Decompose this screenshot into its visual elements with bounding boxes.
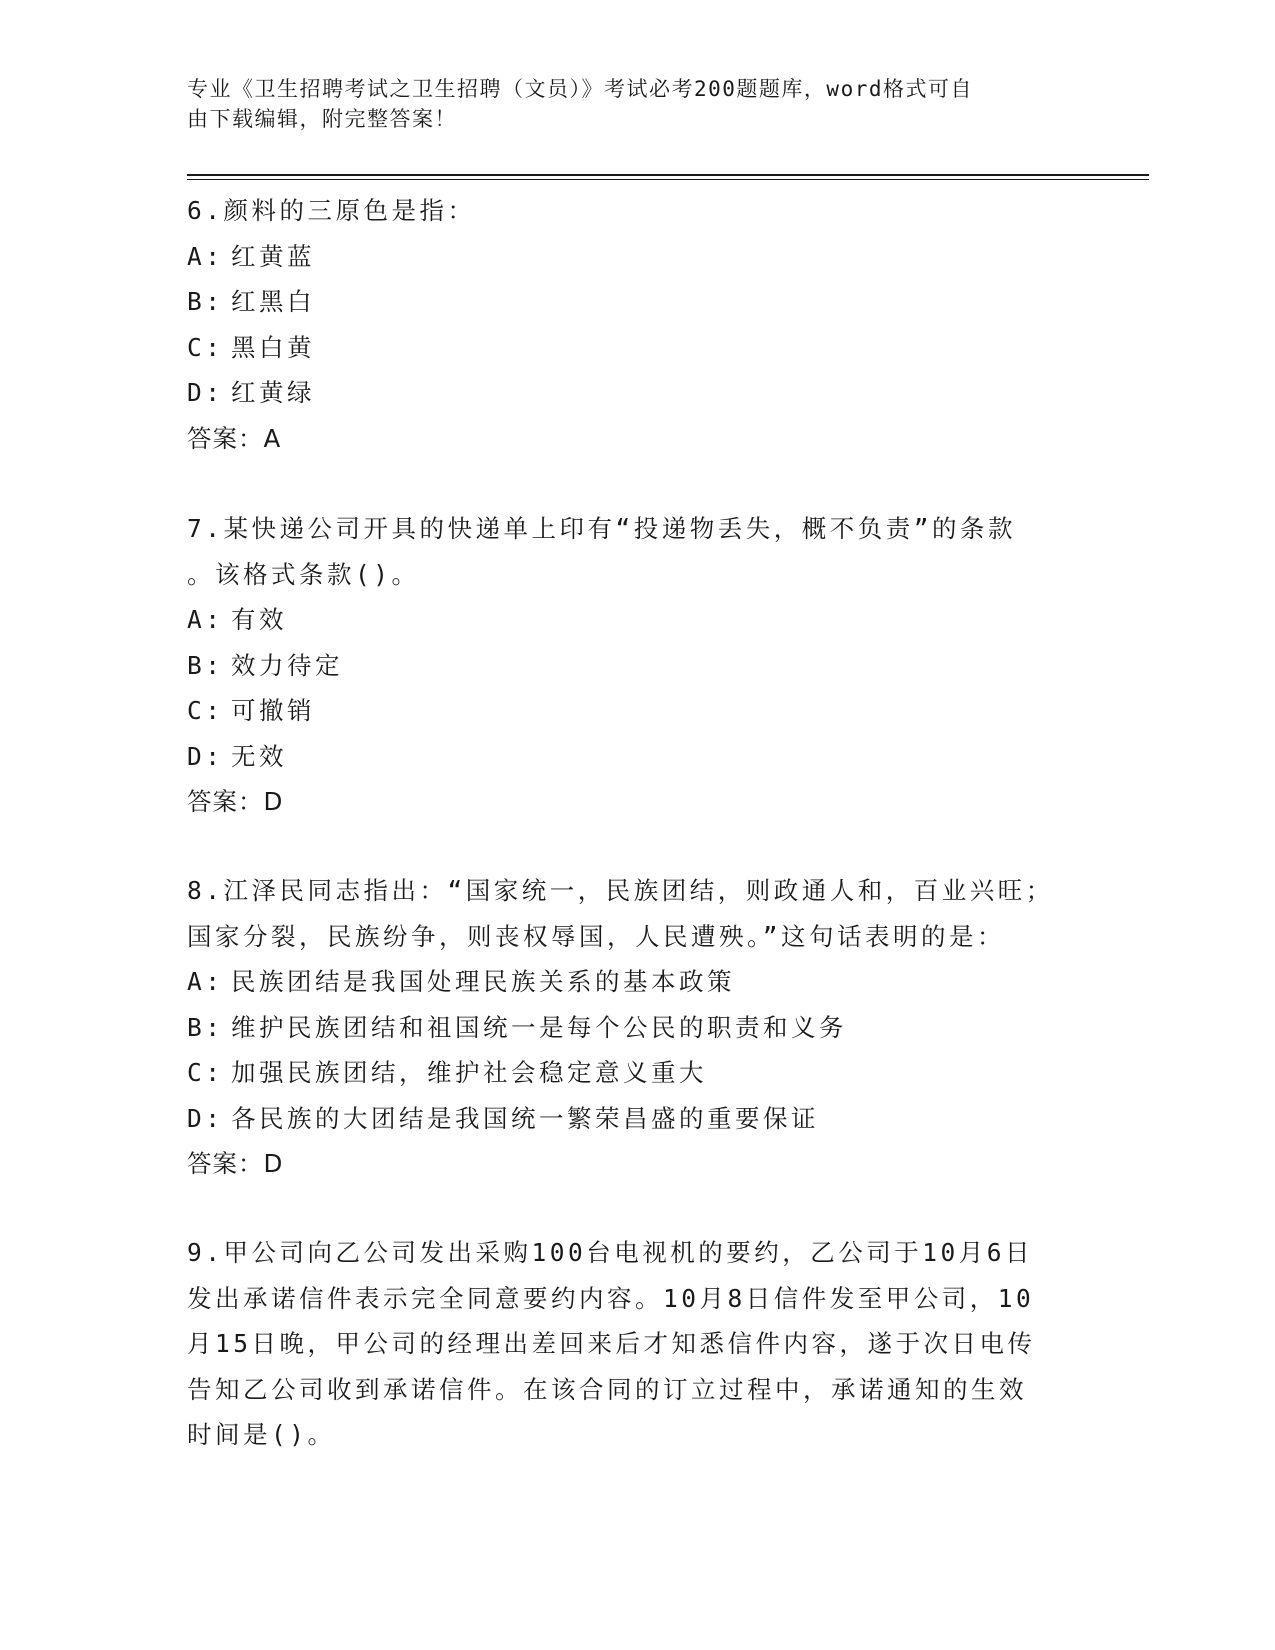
option-d [187,370,1067,416]
question-stem: 时间是()。 [187,1420,336,1449]
question-stem: 6.颜料的三原色是指： [187,196,476,225]
header-line: 专业《卫生招聘考试之卫生招聘（文员）》考试必考200题题库，word格式可自 [187,77,973,101]
option-d [187,734,1067,780]
option-text: 维护民族团结和祖国统一是每个公民的职责和义务 [231,1012,847,1042]
option-text: 有效 [231,605,287,634]
option-a [187,597,1067,643]
option-key: B: [187,1012,224,1042]
answer-line: 答案：D [187,787,284,816]
answer-line: 答案：D [187,1149,284,1178]
question-7 [187,506,1067,825]
option-a [187,234,1067,280]
question-stem: 月15日晚，甲公司的经理出差回来后才知悉信件内容，遂于次日电传 [187,1329,1036,1358]
option-text: 可撤销 [231,696,315,725]
option-text: 无效 [231,741,287,771]
option-key: C: [187,332,224,362]
option-a [187,959,1067,1005]
question-stem: 8.江泽民同志指出：“国家统一，民族团结，则政通人和，百业兴旺； [187,876,1054,905]
option-text: 红黑白 [231,287,315,316]
document-header [187,74,1067,134]
option-c [187,1050,1067,1096]
question-stem: 9.甲公司向乙公司发出采购100台电视机的要约，乙公司于10月6日 [187,1238,1033,1267]
option-key: A: [187,241,224,271]
question-9 [187,1230,1067,1458]
option-key: C: [187,1058,224,1087]
option-key: B: [187,650,224,680]
option-text: 红黄蓝 [231,241,315,271]
option-text: 各民族的大团结是我国统一繁荣昌盛的重要保证 [231,1103,819,1133]
option-d [187,1096,1067,1142]
question-stem: 。该格式条款()。 [187,559,420,589]
question-stem: 7.某快递公司开具的快递单上印有“投递物丢失，概不负责”的条款 [187,514,1016,543]
option-text: 黑白黄 [231,332,315,362]
option-key: A: [187,967,224,996]
question-8 [187,868,1067,1187]
question-stem: 告知乙公司收到承诺信件。在该合同的订立过程中，承诺通知的生效 [187,1374,1027,1404]
option-key: D: [187,1103,224,1133]
question-6 [187,188,1067,461]
option-key: D: [187,741,224,771]
option-c [187,325,1067,371]
header-line: 由下载编辑，附完整答案！ [187,107,457,131]
option-key: D: [187,378,224,407]
option-text: 加强民族团结，维护社会稳定意义重大 [231,1058,707,1087]
option-b [187,1005,1067,1051]
question-stem: 国家分裂，民族纷争，则丧权辱国，人民遭殃。”这句话表明的是： [187,921,1005,951]
option-text: 民族团结是我国处理民族关系的基本政策 [231,967,735,996]
option-key: B: [187,287,224,316]
option-c [187,688,1067,734]
option-text: 红黄绿 [231,378,315,407]
option-b [187,279,1067,325]
answer-line: 答案：A [187,423,282,453]
option-text: 效力待定 [231,650,343,680]
option-key: C: [187,696,224,725]
question-stem: 发出承诺信件表示完全同意要约内容。10月8日信件发至甲公司，10 [187,1283,1035,1313]
header-divider [187,174,1149,180]
option-b [187,643,1067,689]
option-key: A: [187,605,224,634]
